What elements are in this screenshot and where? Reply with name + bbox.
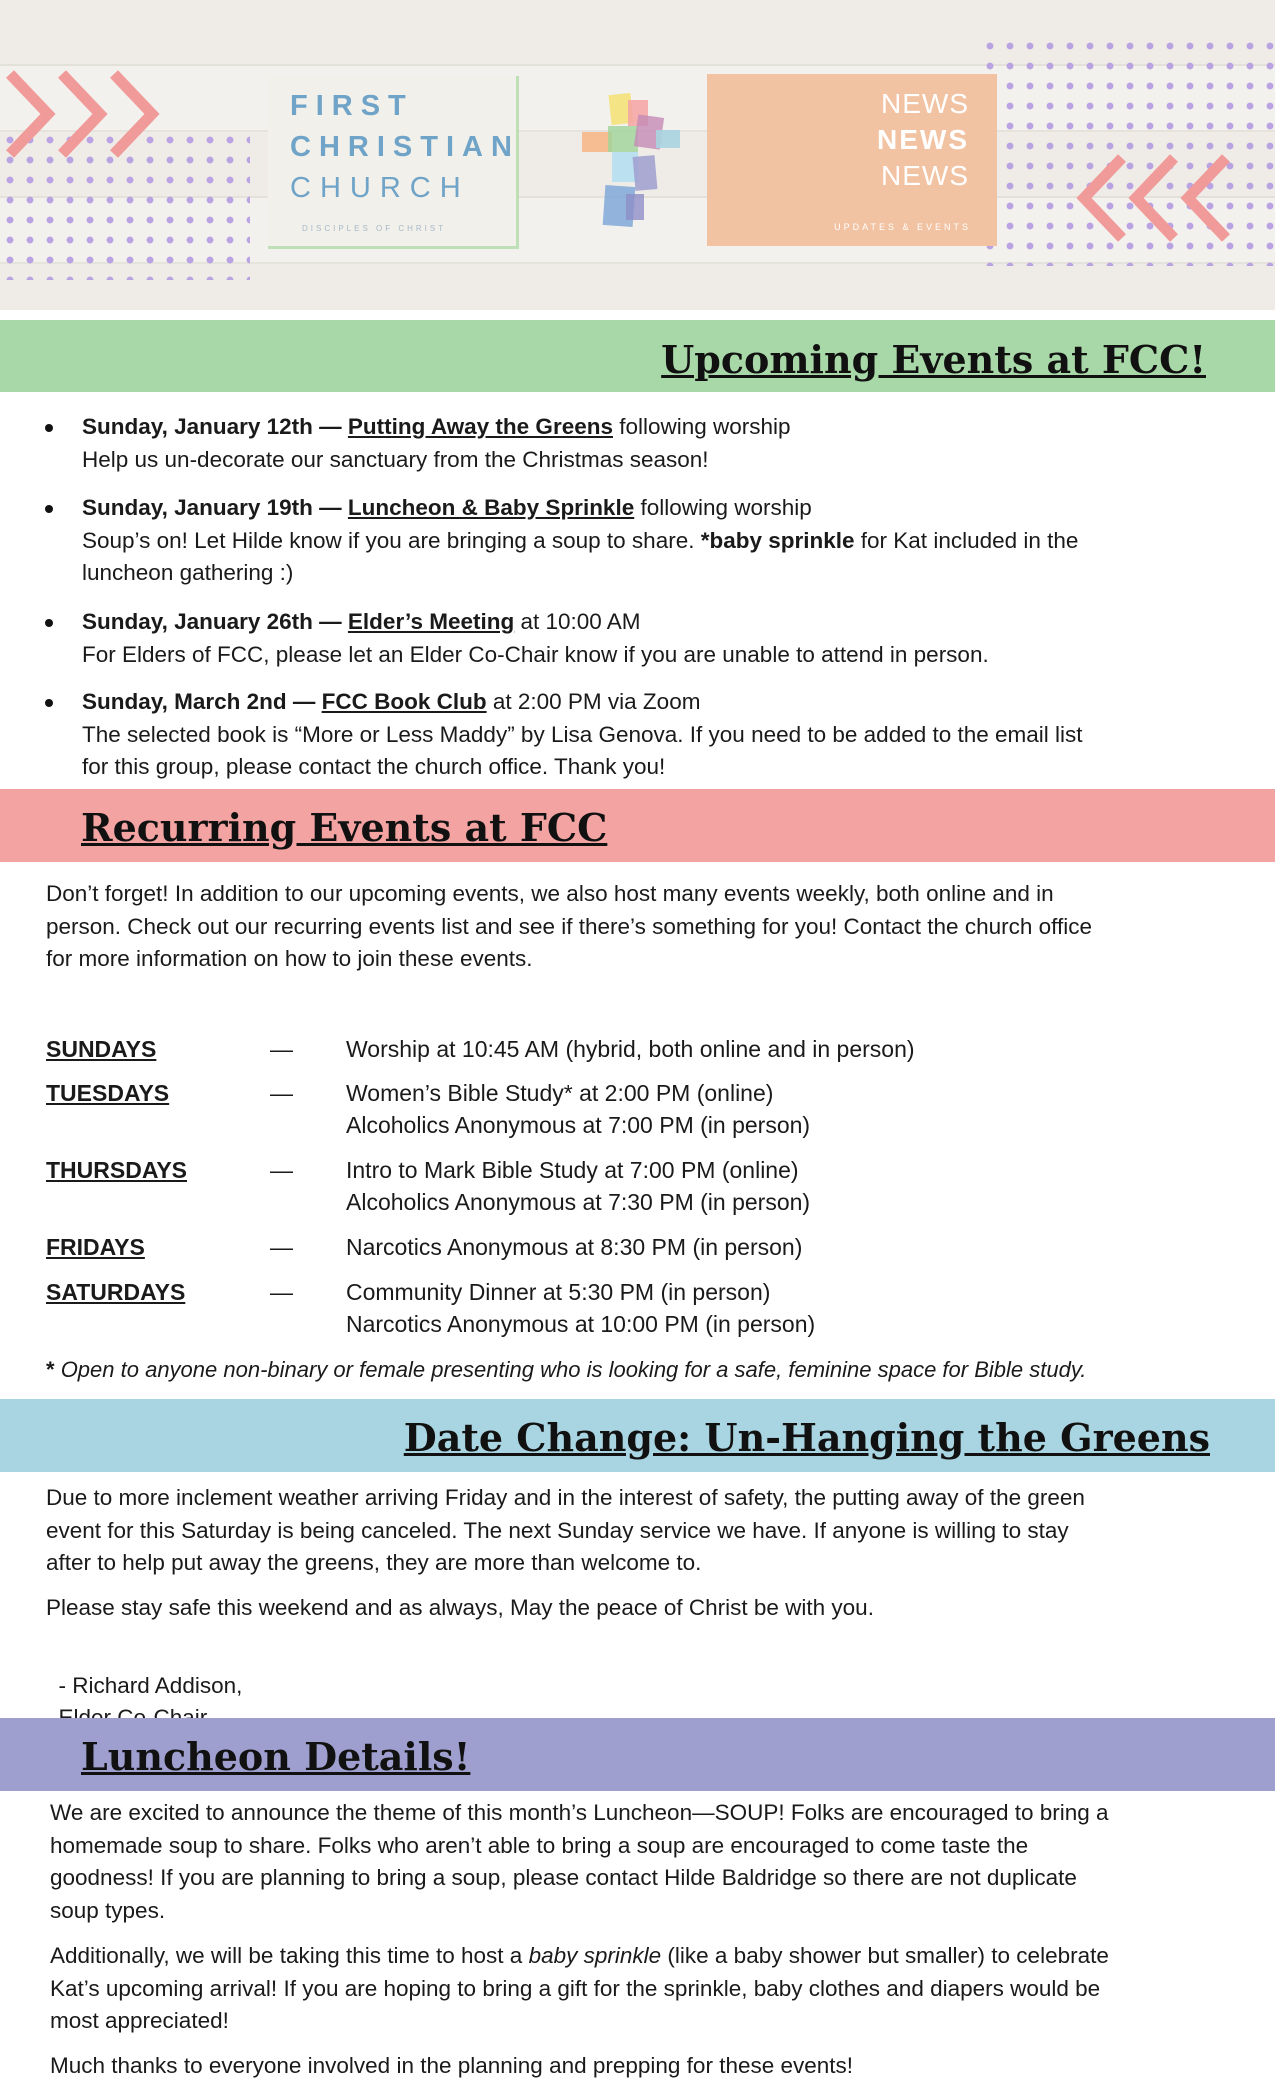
bullet	[45, 619, 53, 627]
recurring-header	[0, 789, 1275, 862]
news-line-2: NEWS	[877, 124, 969, 155]
event-name: FCC Book Club	[321, 689, 487, 714]
logo-christian: CHRISTIAN	[290, 131, 520, 163]
logo-first: FIRST	[290, 90, 414, 122]
activity: Alcoholics Anonymous at 7:30 PM (in person)	[346, 1189, 811, 1215]
day-label: FRIDAYS	[46, 1234, 145, 1260]
recurring-title: Recurring Events at FCC	[81, 805, 608, 850]
datechange-body: Due to more inclement weather arriving Friday and in the interest of safety, the putting away of the green event for this Saturday is being canceled. The next Sunday service we have. If anyone is willing to stay after to help put away the greens, they are more than welcome to.	[46, 1485, 1085, 1575]
activity: Narcotics Anonymous at 10:00 PM (in person)	[346, 1311, 816, 1337]
dash: —	[270, 1157, 293, 1183]
activity: Community Dinner at 5:30 PM (in person)	[346, 1279, 771, 1305]
list-item: Sunday, January 19th — Luncheon & Baby Sprinkle following worship Soup’s on! Let Hilde know if you are bringing a soup to share. *baby sprinkle for Kat included in the luncheon gathering :)	[82, 495, 1079, 585]
news-line-3: NEWS	[881, 160, 969, 191]
day-label: SUNDAYS	[46, 1036, 157, 1062]
header-banner	[0, 0, 1275, 310]
recurring-intro: Don’t forget! In addition to our upcoming events, we also host many events weekly, both online and in person. Check out our recurring events list and see if there’s something for you! Contact the church office for more information on how to join these events.	[46, 881, 1092, 971]
news-badge	[707, 74, 997, 246]
luncheon-para-2: Additionally, we will be taking this time to host a baby sprinkle (like a baby shower but smaller) to celebrate Kat’s upcoming arrival! If you are hoping to bring a gift for the sprinkle, baby clothes and diapers would be most appreciated!	[50, 1943, 1109, 2033]
news-line-1: NEWS	[881, 88, 969, 119]
chevron-right-icon	[0, 66, 190, 162]
chevron-left-icon	[1070, 150, 1275, 246]
church-logo	[268, 76, 519, 249]
event-name: Luncheon & Baby Sprinkle	[347, 495, 635, 520]
list-item: Sunday, January 12th — Putting Away the Greens following worship Help us un-decorate our sanctuary from the Christmas season!	[82, 414, 791, 472]
activity: Narcotics Anonymous at 8:30 PM (in person)	[346, 1234, 803, 1260]
datechange-blessing: Please stay safe this weekend and as always, May the peace of Christ be with you.	[46, 1595, 874, 1620]
logo-subtitle: DISCIPLES OF CHRIST	[302, 224, 447, 233]
footnote: * Open to anyone non-binary or female presenting who is looking for a safe, feminine space for Bible study.	[46, 1357, 1087, 1382]
day-label: THURSDAYS	[46, 1157, 188, 1183]
luncheon-title: Luncheon Details!	[81, 1734, 471, 1779]
dash: —	[270, 1234, 293, 1260]
activity: Alcoholics Anonymous at 7:00 PM (in person)	[346, 1112, 811, 1138]
luncheon-para-1: We are excited to announce the theme of this month’s Luncheon—SOUP! Folks are encouraged to bring a homemade soup to share. Folks who aren’t able to bring a soup are encouraged to come taste the goodness! If you are planning to bring a soup, please contact Hilde Baldridge so there are not duplicate soup types.	[50, 1800, 1109, 1923]
upcoming-title: Upcoming Events at FCC!	[661, 337, 1206, 382]
dash: —	[270, 1080, 293, 1106]
dash: —	[270, 1036, 293, 1062]
event-name: Putting Away the Greens	[347, 414, 613, 439]
luncheon-header	[0, 1718, 1275, 1791]
bullet	[45, 505, 53, 513]
day-label: TUESDAYS	[46, 1080, 170, 1106]
day-label: SATURDAYS	[46, 1279, 186, 1305]
upcoming-header	[0, 320, 1275, 392]
activity: Intro to Mark Bible Study at 7:00 PM (online)	[346, 1157, 799, 1183]
bullet	[45, 424, 53, 432]
news-subtitle: UPDATES & EVENTS	[834, 222, 971, 232]
luncheon-para-3: Much thanks to everyone involved in the planning and prepping for these events!	[50, 2053, 854, 2078]
activity: Women’s Bible Study* at 2:00 PM (online)	[346, 1080, 774, 1106]
list-item: Sunday, January 26th — Elder’s Meeting at 10:00 AM For Elders of FCC, please let an Elder Co-Chair know if you are unable to attend in person.	[82, 609, 989, 667]
datechange-header	[0, 1399, 1275, 1472]
bullet	[45, 699, 53, 707]
cross-mosaic-icon	[574, 90, 686, 240]
activity: Worship at 10:45 AM (hybrid, both online and in person)	[346, 1036, 915, 1062]
event-name: Elder’s Meeting	[347, 609, 515, 634]
dash: —	[270, 1279, 293, 1305]
logo-church: CHURCH	[290, 172, 470, 204]
signature: - Richard Addison,	[58, 1672, 243, 1698]
list-item: Sunday, March 2nd — FCC Book Club at 2:00 PM via Zoom The selected book is “More or Less Maddy” by Lisa Genova. If you need to be added to the email list for this group, please contact the church office. Thank you!	[82, 689, 1083, 779]
datechange-title: Date Change: Un-Hanging the Greens	[403, 1415, 1210, 1460]
